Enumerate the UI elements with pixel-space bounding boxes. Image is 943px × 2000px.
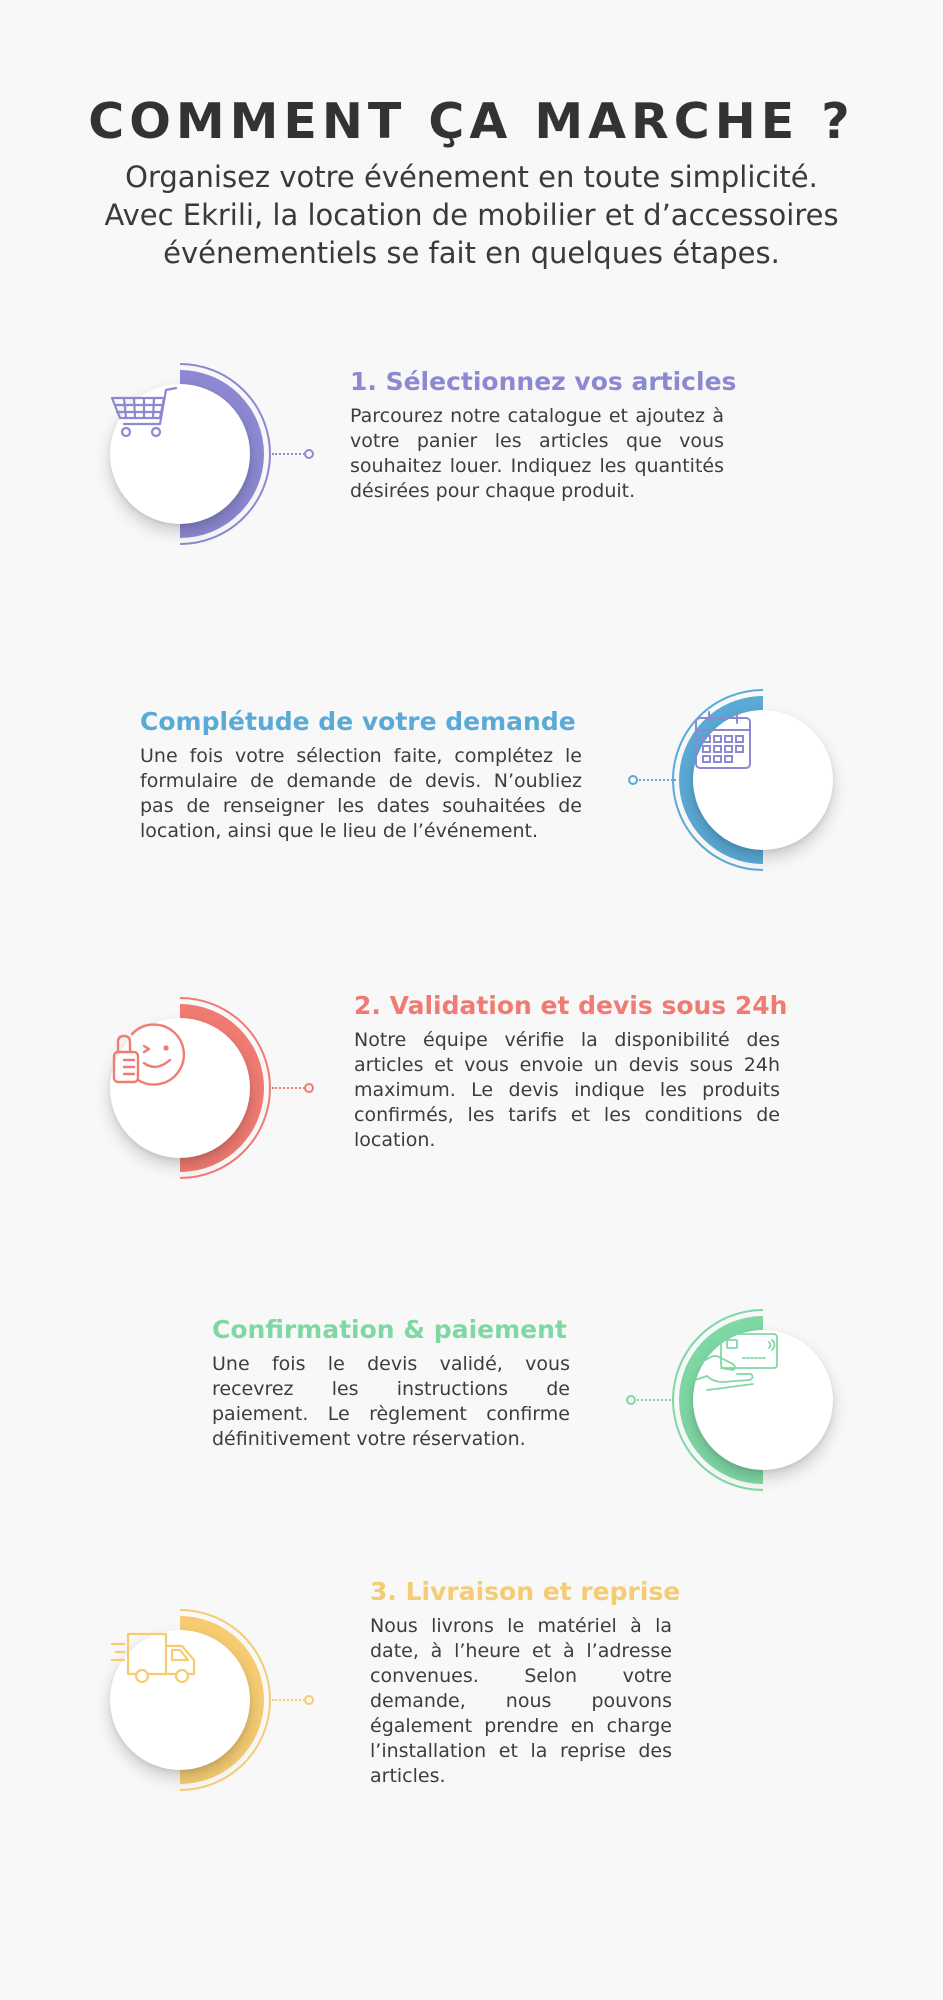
step-icon-badge (80, 1600, 280, 1800)
step-text (140, 706, 582, 844)
step-text (354, 990, 788, 1153)
step-description: Une fois votre sélection faite, complétez le formulaire de demande de devis. N’oubliez pas de renseigner les dates souhaitées de location, ainsi que le lieu de l’événement. (140, 745, 582, 842)
intro-line: Organisez votre événement en toute simplicité. (125, 160, 818, 194)
step-text (350, 366, 737, 504)
intro-line: événementiels se fait en quelques étapes. (163, 236, 780, 270)
icon-circle (110, 384, 250, 524)
step-title: 2. Validation et devis sous 24h (354, 991, 788, 1020)
step-validation (0, 988, 943, 1188)
step-icon-badge (80, 354, 280, 554)
icon-circle (110, 1630, 250, 1770)
step-text (212, 1314, 570, 1452)
step-select-articles (0, 354, 943, 554)
step-request (0, 680, 943, 880)
step-confirmation (0, 1300, 943, 1500)
header (0, 92, 943, 272)
step-title: 3. Livraison et reprise (370, 1577, 681, 1606)
step-title: Confirmation & paiement (212, 1315, 567, 1344)
step-delivery (0, 1577, 943, 1800)
connector-dot (304, 1083, 314, 1093)
icon-circle (693, 710, 833, 850)
step-text (370, 1576, 681, 1789)
connector-dot (304, 1695, 314, 1705)
connector-dot (304, 449, 314, 459)
step-description: Parcourez notre catalogue et ajoutez à votre panier les articles que vous souhaitez louer. Indiquez les quantités désirées pour chaque produit. (350, 405, 724, 502)
step-icon-badge (663, 1300, 863, 1500)
page-title: COMMENT ÇA MARCHE ? (88, 93, 855, 150)
step-description: Une fois le devis validé, vous recevrez les instructions de paiement. Le règlement confirme définitivement votre réservation. (212, 1353, 570, 1450)
step-description: Notre équipe vérifie la disponibilité des articles et vous envoie un devis sous 24h maximum. Le devis indique les produits confirmés, les tarifs et les conditions de location. (354, 1029, 780, 1151)
step-title: Complétude de votre demande (140, 707, 576, 736)
step-description: Nous livrons le matériel à la date, à l’heure et à l’adresse convenues. Selon votre demande, nous pouvons également prendre en charge l’installation et la reprise des articles. (370, 1615, 672, 1787)
intro-line: Avec Ekrili, la location de mobilier et d’accessoires (104, 198, 839, 232)
step-icon-badge (663, 680, 863, 880)
step-title: 1. Sélectionnez vos articles (350, 367, 737, 396)
icon-circle (110, 1018, 250, 1158)
icon-circle (693, 1330, 833, 1470)
intro-text (0, 158, 943, 272)
step-icon-badge (80, 988, 280, 1188)
